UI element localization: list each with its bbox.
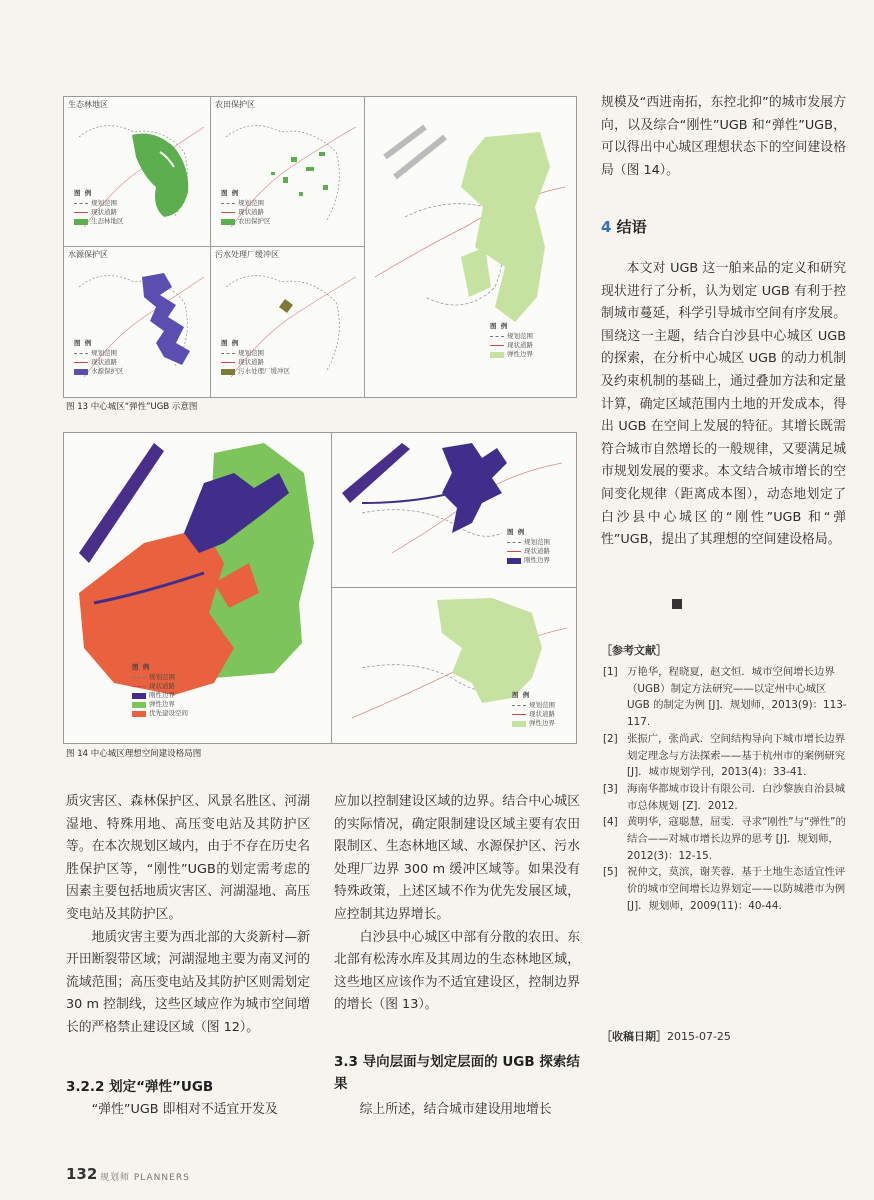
fig13-panel-farmland <box>210 96 366 248</box>
panel-title: 农田保护区 <box>215 100 255 109</box>
paragraph: 综上所述，结合城市建设用地增长 <box>359 1102 552 1117</box>
panel-title: 污水处理厂缓冲区 <box>215 250 279 259</box>
paragraph: 规模及“西进南拓，东控北抑”的城市发展方向，以及综合“刚性”UGB 和“弹性”UGB，可以得出中心城区理想状态下的空间建设格局（图 14）。 <box>601 95 846 178</box>
section-heading: 3.3 导向层面与划定层面的 UGB 探索结果 <box>334 1054 580 1092</box>
legend: 图 例 规划范围 现状道路 生态林地区 <box>74 189 124 225</box>
paragraph: 本文对 UGB 这一舶来品的定义和研究现状进行了分析，认为划定 UGB 有利于控制城市蔓延，科学引导城市空间有序发展。围绕这一主题，结合白沙县中心城区 UGB 的探索，在分析中心城区 UGB 的动力机制及约束机制的基础上，通过叠加方法和定量计算，确定区域范围内土地的开发成本，得出 UGB 在空间上发展的特征。其增长既需符合城市自然增长的一般规律，又要满足城市规划发展的要求。本文结合城市增长的空间变化规律（距离成本图），动态地划定了白沙县中心城区的“刚性”UGB 和“弹性”UGB，提出了其理想的空间建设格局。 <box>601 261 846 548</box>
references-list <box>603 664 848 915</box>
panel-title: 生态林地区 <box>68 100 108 109</box>
section-heading-conclusion: 4 结语 <box>601 218 647 236</box>
fig13-caption: 图 13 中心城区“弹性”UGB 示意图 <box>66 402 198 412</box>
left-column-tail <box>66 1099 310 1122</box>
fig13-panel-ecology <box>63 96 212 248</box>
page-number: 132 <box>66 1165 98 1183</box>
fig14-panel-rigid <box>331 432 577 589</box>
middle-column-tail <box>334 1099 580 1122</box>
fig14-panel-main <box>63 432 333 744</box>
middle-column <box>334 791 580 1017</box>
legend: 图 例 规划范围 现状道路 农田保护区 <box>221 189 271 225</box>
panel-title: 水源保护区 <box>68 250 108 259</box>
reference-item: [1] 万艳华，程晓夏，赵文恒．城市空间增长边界（UGB）制定方法研究——以定州中心城区 UGB 的制定为例 [J]．规划师，2013(9)：113-117. <box>603 666 847 729</box>
journal-name: 规划师 PLANNERS <box>100 1173 190 1183</box>
paragraph: 质灾害区、森林保护区、风景名胜区、河湖湿地、特殊用地、高压变电站及其防护区等。在本次规划区域内，由于不存在历史名胜保护区等，“刚性”UGB的划定需考虑的因素主要包括地质灾害区、河湖湿地、高压变电站及其防护区。 <box>66 794 310 922</box>
legend: 图 例 规划范围 现状道路 污水处理厂缓冲区 <box>221 339 290 375</box>
fig13-panel-sewage <box>210 246 366 398</box>
legend: 图 例 规划范围 现状道路 弹性边界 <box>490 322 533 358</box>
legend: 图 例 规划范围 现状道路 水源保护区 <box>74 339 124 375</box>
right-column-conclusion <box>601 258 846 552</box>
end-mark-icon <box>672 599 682 609</box>
figure-14 <box>63 432 575 742</box>
reference-item: [2] 张振广，张尚武．空间结构导向下城市增长边界划定理念与方法探索——基于杭州市的案例研究 [J]．城市规划学刊，2013(4)：33-41. <box>603 732 846 779</box>
section-heading: 3.2.2 划定“弹性”UGB <box>66 1079 214 1095</box>
paragraph: 白沙县中心城区中部有分散的农田、东北部有松涛水库及其周边的生态林地区域，这些地区应该作为不适宜建设区，控制边界的增长（图 13）。 <box>334 929 580 1013</box>
references-title: ［参考文献］ <box>601 644 667 657</box>
figure-13 <box>63 96 575 396</box>
legend: 图 例 规划范围 现状道路 弹性边界 <box>512 691 555 727</box>
paragraph: 地质灾害主要为西北部的大炎新村—新开田断裂带区域；河湖湿地主要为南叉河的流域范围；高压变电站及其防护区则需划定 30 m 控制线，这些区域应作为城市空间增长的严格禁止建设区域（图 12）。 <box>66 929 310 1035</box>
main-map <box>64 433 332 743</box>
paragraph: “弹性”UGB 即相对不适宜开发及 <box>91 1102 278 1117</box>
left-column <box>66 791 310 1040</box>
legend: 图 例 规划范围 现状道路 刚性边界 <box>507 528 550 564</box>
paragraph: 应加以控制建设区域的边界。结合中心城区的实际情况，确定限制建设区域主要有农田限制区、生态林地区域、水源保护区、污水处理厂边界 300 m 缓冲区域等。如果没有特殊政策，上述区域不作为优先发展区域，应控制其边界增长。 <box>334 794 580 922</box>
fig14-panel-elastic <box>331 587 577 744</box>
fig13-panel-elastic <box>364 96 577 398</box>
right-column-top <box>601 92 846 182</box>
fig13-panel-water <box>63 246 212 398</box>
reference-item: [5] 祝仲文，莫滨，谢芙蓉．基于土地生态适宜性评价的城市空间增长边界划定——以防城港市为例 [J]．规划师，2009(11)：40-44. <box>603 866 846 912</box>
reference-item: [4] 黄明华，寇聪慧，屈雯．寻求“刚性”与“弹性”的结合——对城市增长边界的思考 [J]．规划师，2012(3)：12-15. <box>603 816 846 862</box>
legend: 图 例 规划范围 现状道路 刚性边界 弹性边界 优先建设空间 <box>132 663 188 717</box>
fig14-caption: 图 14 中心城区理想空间建设格局图 <box>66 749 202 759</box>
elastic-map <box>365 97 576 397</box>
received-date: ［收稿日期］2015-07-25 <box>601 1030 731 1043</box>
reference-item: [3] 海南华都城市设计有限公司．白沙黎族自治县城市总体规划 [Z]．2012. <box>603 782 846 812</box>
